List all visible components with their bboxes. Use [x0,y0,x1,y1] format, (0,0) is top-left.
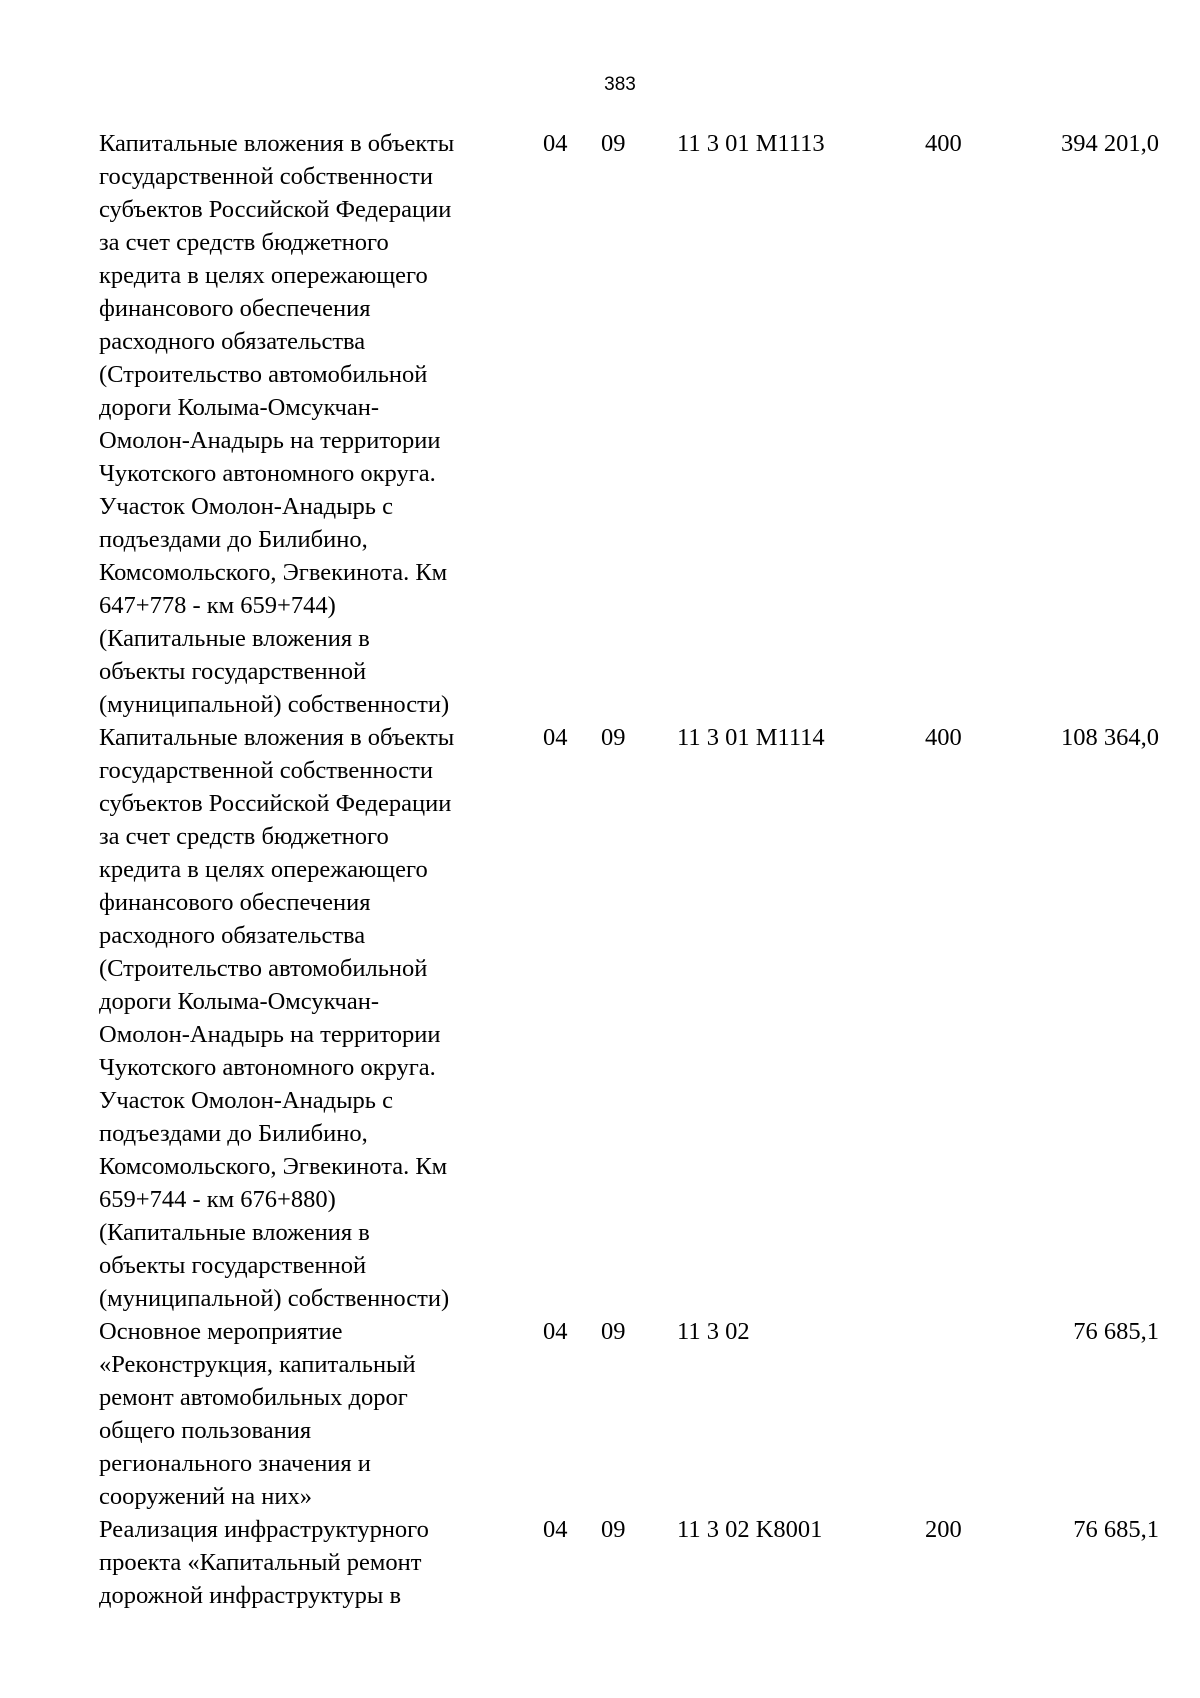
row-name: Реализация инфраструктурного проекта «Капитальный ремонт дорожной инфраструктуры в [99,1516,429,1609]
row-name: Капитальные вложения в объекты государственной собственности субъектов Российской Федерации за счет средств бюджетного кредита в целях опережающего финансового обеспечения расходного обязательства (Строительство автомобильной дороги Колыма-Омсукчан- Омолон-Анадырь на территории Чукотского автономного округа. Участок Омолон-Анадырь с подъездами до Билибино, Комсомольского, Эгвекинота. Км 659+744 - км 676+880) (Капитальные вложения в объекты государственной (муниципальной) собственности) [99,724,455,1312]
row-target-article-code: 11 3 01 M1113 [677,130,825,157]
row-section-code: 04 [543,130,568,157]
row-section-code: 04 [543,1516,568,1543]
row-target-article-code: 11 3 02 [677,1318,750,1345]
row-name: Капитальные вложения в объекты государственной собственности субъектов Российской Федерации за счет средств бюджетного кредита в целях опережающего финансового обеспечения расходного обязательства (Строительство автомобильной дороги Колыма-Омсукчан- Омолон-Анадырь на территории Чукотского автономного округа. Участок Омолон-Анадырь с подъездами до Билибино, Комсомольского, Эгвекинота. Км 647+778 - км 659+744) (Капитальные вложения в объекты государственной (муниципальной) собственности) [99,130,455,718]
row-expense-type-code: 400 [925,130,962,157]
row-amount: 394 201,0 [1061,130,1159,157]
table-row [99,1315,1159,1513]
row-subsection-code: 09 [601,1318,626,1345]
table-row [99,1513,1159,1612]
row-subsection-code: 09 [601,130,626,157]
row-amount: 108 364,0 [1061,724,1159,751]
row-target-article-code: 11 3 01 M1114 [677,724,825,751]
row-expense-type-code: 400 [925,724,962,751]
row-expense-type-code: 200 [925,1516,962,1543]
page-number: 383 [604,74,636,95]
row-target-article-code: 11 3 02 K8001 [677,1516,823,1543]
row-section-code: 04 [543,1318,568,1345]
row-subsection-code: 09 [601,1516,626,1543]
row-amount: 76 685,1 [1073,1516,1159,1543]
row-subsection-code: 09 [601,724,626,751]
budget-table [99,127,1159,1612]
row-amount: 76 685,1 [1073,1318,1159,1345]
table-row [99,721,1159,1315]
row-name: Основное мероприятие «Реконструкция, капитальный ремонт автомобильных дорог общего пользования регионального значения и сооружений на них» [99,1318,416,1510]
table-row [99,127,1159,721]
row-section-code: 04 [543,724,568,751]
